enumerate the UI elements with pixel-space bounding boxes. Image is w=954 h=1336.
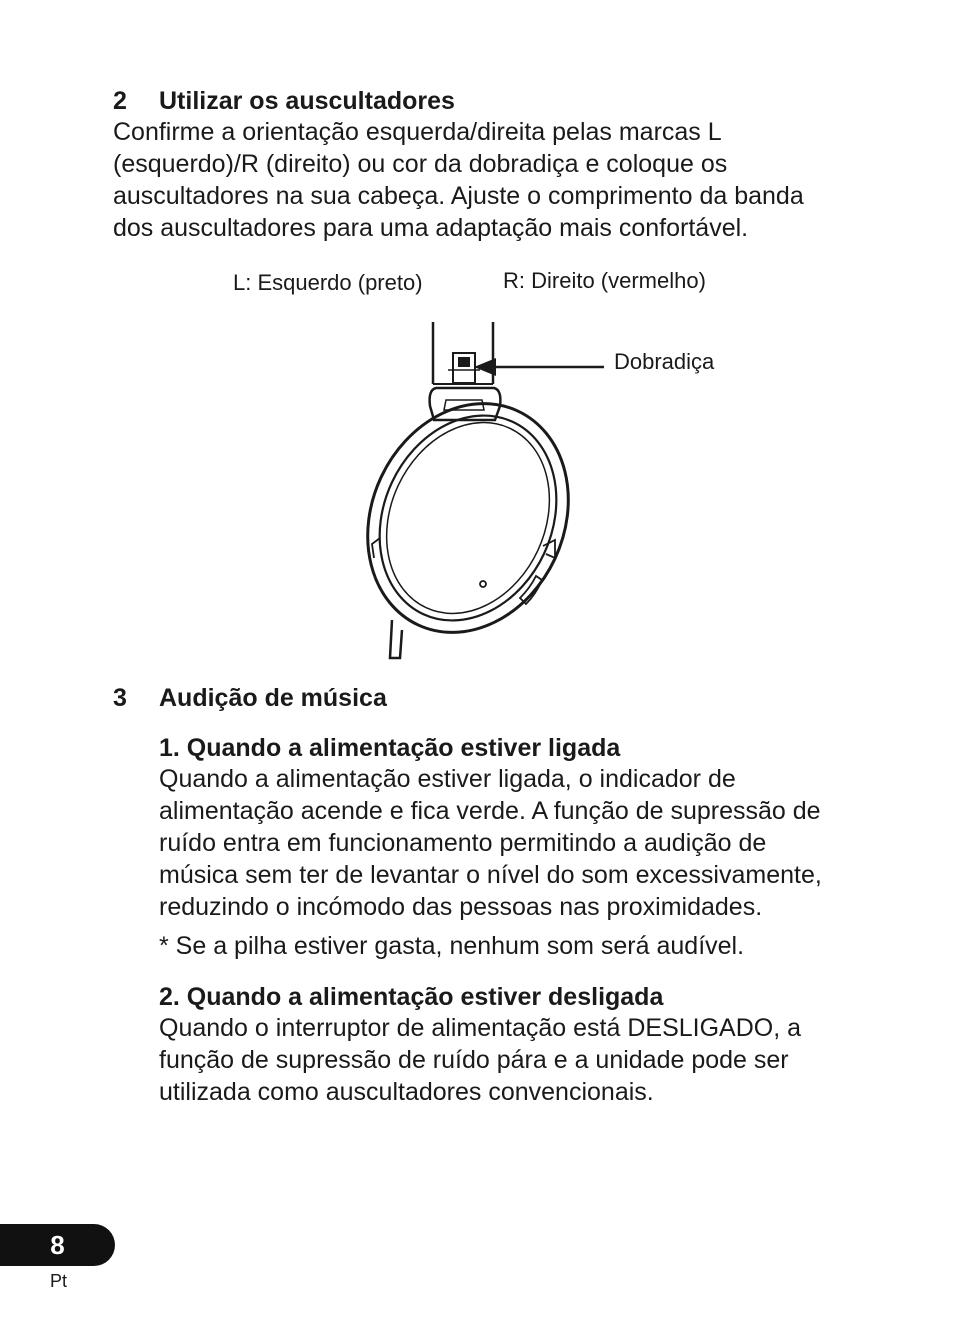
body-line: Confirme a orientação esquerda/direita pelas marcas L bbox=[113, 118, 722, 146]
battery-note: * Se a pilha estiver gasta, nenhum som será audível. bbox=[159, 932, 745, 960]
body-line: (esquerdo)/R (direito) ou cor da dobradiça e coloque os bbox=[113, 150, 728, 178]
body-line: Quando o interruptor de alimentação está DESLIGADO, a bbox=[159, 1014, 802, 1042]
body-line: função de supressão de ruído pára e a unidade pode ser bbox=[159, 1046, 789, 1074]
label-right-earcup: R: Direito (vermelho) bbox=[503, 268, 706, 293]
page-number: 8 bbox=[50, 1230, 65, 1260]
label-hinge: Dobradiça bbox=[614, 349, 715, 374]
language-code: Pt bbox=[50, 1271, 68, 1291]
subsection-power-on-body bbox=[159, 763, 899, 923]
label-left-earcup: L: Esquerdo (preto) bbox=[233, 270, 423, 295]
body-line: utilizada como auscultadores convencionais. bbox=[159, 1078, 654, 1106]
body-line: auscultadores na sua cabeça. Ajuste o comprimento da banda bbox=[113, 182, 804, 210]
body-line: ruído entra em funcionamento permitindo a audição de bbox=[159, 829, 767, 857]
headphone-earcup-icon bbox=[350, 318, 750, 668]
section-2-body bbox=[113, 116, 893, 244]
body-line: dos auscultadores para uma adaptação mais confortável. bbox=[113, 214, 749, 242]
section-3-heading: Audição de música bbox=[159, 684, 387, 712]
body-line: Quando a alimentação estiver ligada, o indicador de bbox=[159, 765, 736, 793]
section-2-heading: Utilizar os auscultadores bbox=[159, 87, 455, 115]
body-line: alimentação acende e fica verde. A função de supressão de bbox=[159, 797, 821, 825]
section-2-number: 2 bbox=[113, 87, 127, 115]
subsection-power-off-body bbox=[159, 1012, 899, 1108]
section-3-number: 3 bbox=[113, 684, 127, 712]
subsection-power-off-heading: 2. Quando a alimentação estiver desligada bbox=[159, 983, 664, 1011]
subsection-power-on-heading: 1. Quando a alimentação estiver ligada bbox=[159, 734, 621, 762]
body-line: reduzindo o incómodo das pessoas nas proximidades. bbox=[159, 893, 763, 921]
body-line: música sem ter de levantar o nível do som excessivamente, bbox=[159, 861, 822, 889]
